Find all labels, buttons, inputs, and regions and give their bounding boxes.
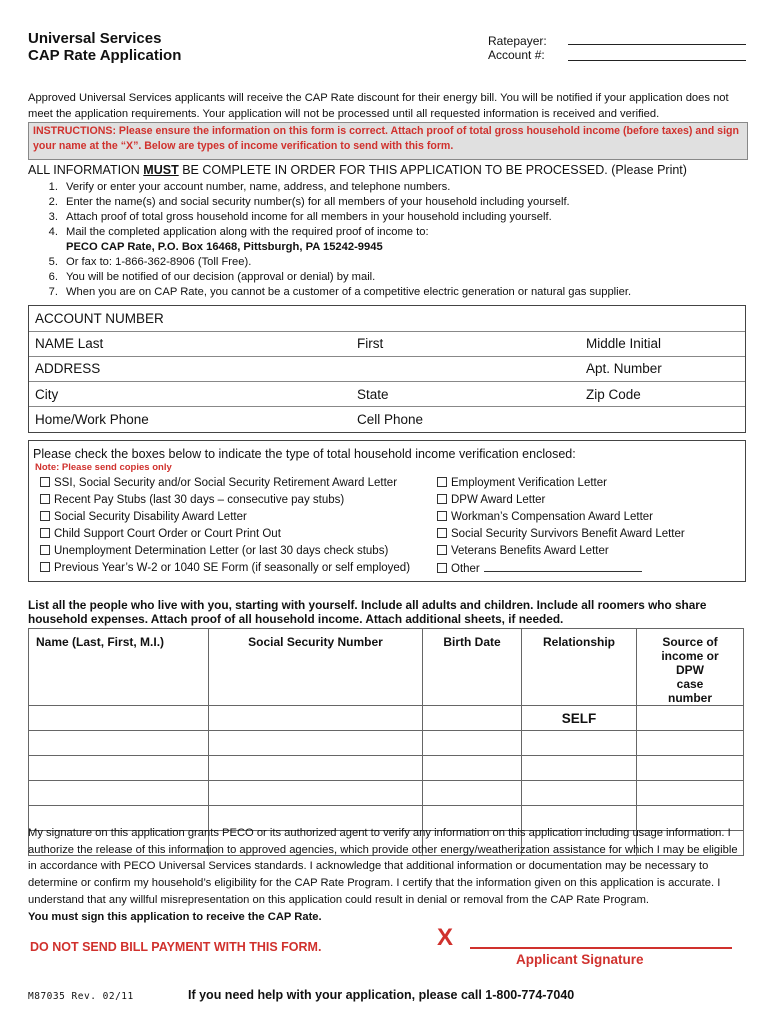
- no-payment-warning: DO NOT SEND BILL PAYMENT WITH THIS FORM.: [30, 940, 322, 954]
- steps-list: [28, 180, 748, 300]
- signature-label: Applicant Signature: [516, 952, 644, 967]
- table-row: [29, 781, 744, 806]
- cell-input[interactable]: [423, 706, 522, 731]
- step-item: 4. Mail the completed application along with the required proof of income to: PECO CAP Rate, P.O. Box 16468, Pittsburgh, PA 15242-9945: [48, 226, 429, 253]
- col-birth-date: Birth Date: [423, 629, 522, 706]
- account-label: Account #:: [488, 48, 545, 62]
- cell-input[interactable]: [522, 731, 637, 756]
- col-income-source: Source of income or DPW case number: [637, 629, 744, 706]
- intro-text: Approved Universal Services applicants will receive the CAP Rate discount for their energy bill. You will be notified if your application does not meet the application requirements. Your application will not be processed until all requested information is received and verified.: [28, 92, 729, 120]
- signature-field[interactable]: [470, 947, 732, 949]
- checkbox-icon: [437, 563, 447, 573]
- account-number-field[interactable]: ACCOUNT NUMBER: [35, 311, 164, 326]
- state-field[interactable]: State: [357, 387, 389, 402]
- title-line-1: Universal Services: [28, 30, 162, 47]
- zip-code-field[interactable]: Zip Code: [586, 387, 641, 402]
- step-item: 6. You will be notified of our decision (approval or denial) by mail.: [48, 271, 376, 283]
- income-checkbox[interactable]: DPW Award Letter: [437, 492, 545, 509]
- income-checkbox[interactable]: Previous Year’s W-2 or 1040 SE Form (if seasonally or self employed): [40, 560, 410, 577]
- cell-phone-field[interactable]: Cell Phone: [357, 412, 424, 427]
- city-field[interactable]: City: [35, 387, 59, 402]
- step-item: 5. Or fax to: 1-866-362-8906 (Toll Free).: [48, 256, 252, 268]
- ratepayer-field[interactable]: [568, 44, 746, 45]
- cell-input[interactable]: [637, 706, 744, 731]
- checkbox-icon: [437, 511, 447, 521]
- income-prompt: Please check the boxes below to indicate the type of total household income verification enclosed:: [33, 447, 576, 461]
- income-checkbox-other[interactable]: Other: [437, 560, 642, 578]
- cell-input[interactable]: [209, 781, 423, 806]
- step-item: 1. Verify or enter your account number, name, address, and telephone numbers.: [48, 181, 451, 193]
- account-info-box: [28, 305, 746, 433]
- checkbox-icon: [40, 545, 50, 555]
- col-name: Name (Last, First, M.I.): [29, 629, 209, 706]
- address-field[interactable]: ADDRESS: [35, 361, 101, 376]
- income-checkbox[interactable]: SSI, Social Security and/or Social Security Retirement Award Letter: [40, 475, 397, 492]
- mailing-address: PECO CAP Rate, P.O. Box 16468, Pittsburgh, PA 15242-9945: [66, 241, 383, 253]
- cell-input[interactable]: [637, 781, 744, 806]
- income-verification-box: [28, 440, 746, 582]
- self-label: SELF: [522, 706, 637, 731]
- cell-input[interactable]: [29, 781, 209, 806]
- all-info-heading: [28, 163, 687, 177]
- income-checkbox[interactable]: Employment Verification Letter: [437, 475, 607, 492]
- checkbox-icon: [437, 477, 447, 487]
- cell-input[interactable]: [423, 781, 522, 806]
- cell-input[interactable]: [209, 731, 423, 756]
- must-sign-notice: You must sign this application to receive the CAP Rate.: [28, 910, 322, 923]
- household-table: [28, 628, 744, 856]
- cell-input[interactable]: [29, 731, 209, 756]
- table-row: [29, 731, 744, 756]
- middle-initial-field[interactable]: Middle Initial: [586, 336, 662, 351]
- cell-input[interactable]: [29, 706, 209, 731]
- all-info-after: BE COMPLETE IN ORDER FOR THIS APPLICATION TO BE PROCESSED. (Please Print): [178, 163, 687, 177]
- checkbox-icon: [40, 528, 50, 538]
- checkbox-icon: [40, 477, 50, 487]
- income-checkbox[interactable]: Veterans Benefits Award Letter: [437, 543, 609, 560]
- other-input-line[interactable]: [484, 560, 642, 572]
- cell-input[interactable]: [522, 756, 637, 781]
- last-name-field[interactable]: NAME Last: [35, 336, 104, 351]
- account-field[interactable]: [568, 60, 746, 61]
- signature-x: X: [437, 924, 454, 951]
- income-checkbox[interactable]: Recent Pay Stubs (last 30 days – consecutive pay stubs): [40, 492, 344, 509]
- all-info-before: ALL INFORMATION: [28, 163, 144, 177]
- checkbox-icon: [40, 511, 50, 521]
- all-info-must: MUST: [143, 163, 179, 177]
- income-checkbox[interactable]: Social Security Disability Award Letter: [40, 509, 247, 526]
- household-instructions: List all the people who live with you, starting with yourself. Include all adults and children. Include all roomers who share household expenses. Attach proof of all household income. Attach additional sheets, if needed.: [28, 598, 707, 626]
- income-checkbox[interactable]: Workman’s Compensation Award Letter: [437, 509, 653, 526]
- checkbox-icon: [40, 562, 50, 572]
- col-relationship: Relationship: [522, 629, 637, 706]
- cell-input[interactable]: [209, 756, 423, 781]
- table-header-row: [29, 629, 744, 706]
- first-name-field[interactable]: First: [357, 336, 384, 351]
- copies-note: Note: Please send copies only: [35, 462, 172, 473]
- table-row: [29, 706, 744, 731]
- cell-input[interactable]: [209, 706, 423, 731]
- checkbox-icon: [437, 545, 447, 555]
- consent-text: [28, 825, 744, 925]
- cell-input[interactable]: [637, 731, 744, 756]
- help-line: If you need help with your application, please call 1-800-774-7040: [188, 988, 575, 1002]
- home-phone-field[interactable]: Home/Work Phone: [35, 412, 149, 427]
- consent-body: My signature on this application grants PECO or its authorized agent to verify any information on this application including usage information. I authorize the release of this information to approved agencies, which provide other energy/weatherization assistance for which I may be eligible in accordance with PECO Universal Services standards. I acknowledge that additional information or documentation may be necessary to determine or confirm my household’s eligibility for the CAP Rate Program. I certify that the information given on this application is accurate. I understand that any willful misrepresentation on this application could result in denial or removal from the CAP Rate Program.: [28, 827, 738, 906]
- cell-input[interactable]: [522, 781, 637, 806]
- cell-input[interactable]: [637, 756, 744, 781]
- checkbox-icon: [437, 494, 447, 504]
- income-checkbox[interactable]: Child Support Court Order or Court Print Out: [40, 526, 281, 543]
- form-title: [28, 30, 181, 64]
- title-line-2: CAP Rate Application: [28, 47, 182, 64]
- ratepayer-label: Ratepayer:: [488, 34, 547, 48]
- instructions-box: INSTRUCTIONS: Please ensure the information on this form is correct. Attach proof of total gross household income (before taxes) and sign your name at the “X”. Below are types of income verification to send with this form.: [28, 122, 748, 160]
- income-checkbox[interactable]: Social Security Survivors Benefit Award Letter: [437, 526, 685, 543]
- table-row: [29, 756, 744, 781]
- step-item: 3. Attach proof of total gross household income for all members in your household including yourself.: [48, 211, 552, 223]
- checkbox-icon: [40, 494, 50, 504]
- cell-input[interactable]: [29, 756, 209, 781]
- step-item: 7. When you are on CAP Rate, you cannot be a customer of a competitive electric generation or natural gas supplier.: [48, 286, 632, 298]
- cell-input[interactable]: [423, 756, 522, 781]
- apt-number-field[interactable]: Apt. Number: [586, 361, 662, 376]
- col-ssn: Social Security Number: [209, 629, 423, 706]
- step-item: 2. Enter the name(s) and social security number(s) for all members of your household including yourself.: [48, 196, 570, 208]
- income-checkbox[interactable]: Unemployment Determination Letter (or last 30 days check stubs): [40, 543, 388, 560]
- form-id: M87035 Rev. 02/11: [28, 991, 134, 1002]
- cell-input[interactable]: [423, 731, 522, 756]
- checkbox-icon: [437, 528, 447, 538]
